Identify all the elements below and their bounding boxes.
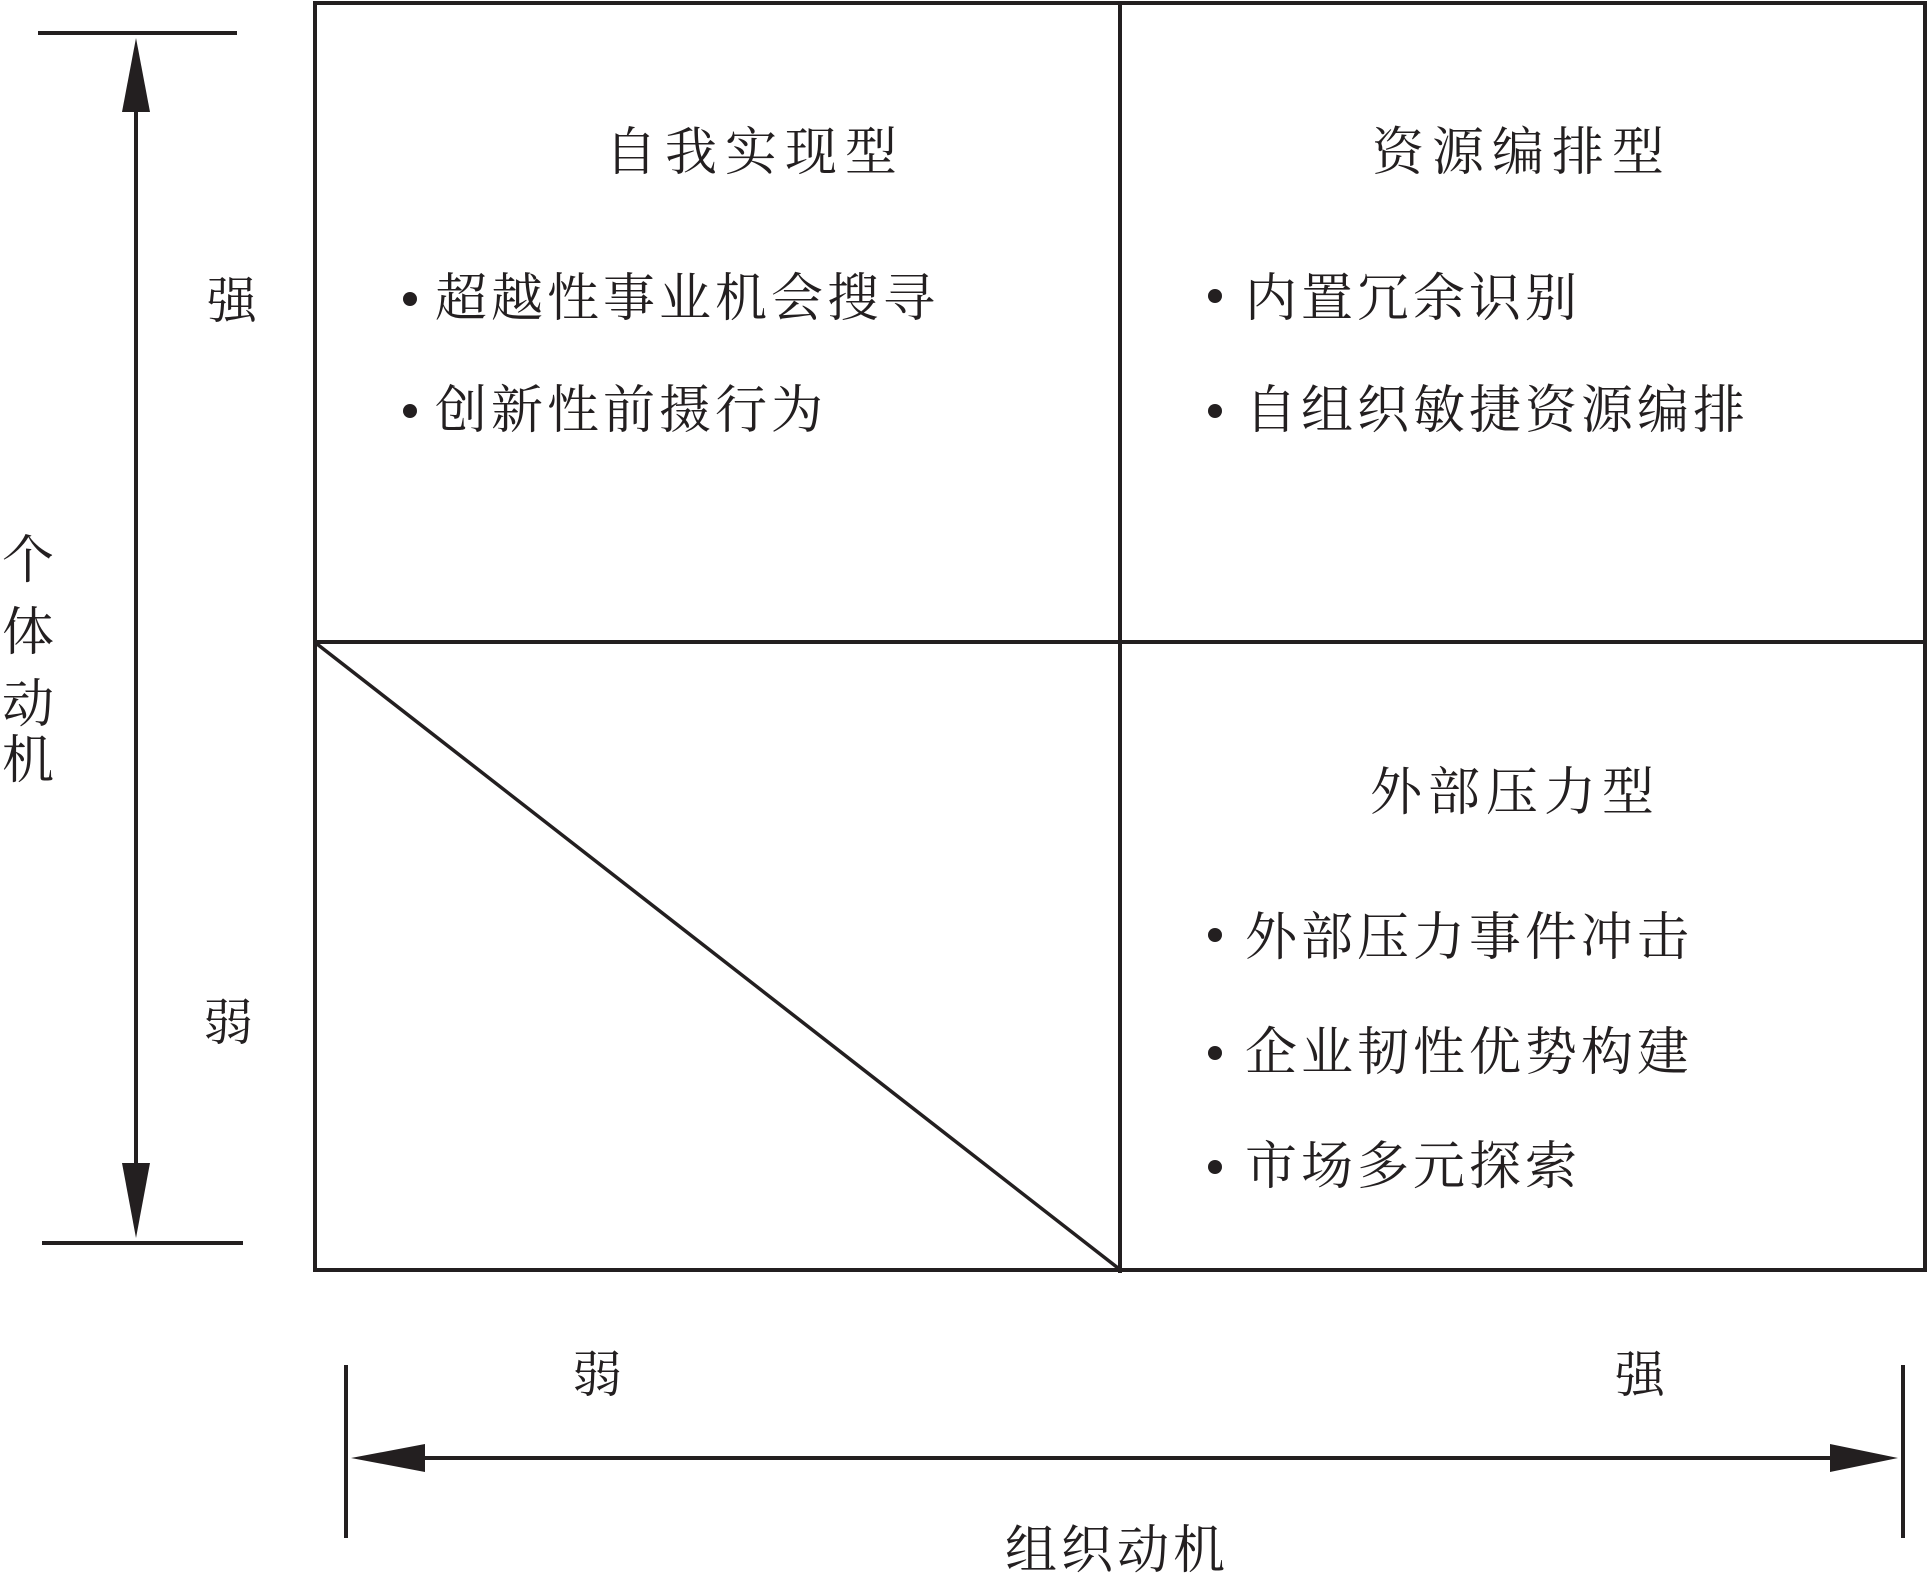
quadrant-title: 资源编排型 [1371,123,1673,183]
vertical-weak-label: 弱 [203,994,253,1052]
vertical-axis-label-char: 机 [1,731,55,791]
bullet-dot [1208,928,1222,942]
bullet-dot [1208,289,1222,303]
quadrant-top-left [403,123,939,441]
vertical-strong-label: 强 [207,272,257,330]
bullet-dot [1208,404,1222,418]
horizontal-strong-label: 强 [1615,1346,1665,1404]
bullet-dot [403,404,417,418]
list-item: 企业韧性优势构建 [1245,1023,1694,1083]
vertical-axis-arrow-up [122,38,150,112]
list-item: 内置冗余识别 [1245,269,1582,329]
quadrant-title: 自我实现型 [604,123,906,183]
vertical-axis-label [2,531,54,791]
vertical-axis-label-char: 动 [1,675,55,735]
horizontal-weak-label: 弱 [572,1346,622,1404]
bullet-dot [1208,1046,1222,1060]
quadrant-top-right [1208,123,1749,441]
quadrant-bottom-right [1208,763,1693,1197]
list-item: 超越性事业机会搜寻 [435,269,940,329]
horizontal-axis-label: 组织动机 [1004,1521,1230,1576]
list-item: 自组织敏捷资源编排 [1245,381,1750,441]
horizontal-axis-arrow-left [351,1444,425,1472]
list-item: 市场多元探索 [1245,1137,1582,1197]
list-item: 创新性前摄行为 [435,381,828,441]
bullet-dot [1208,1160,1222,1174]
list-item: 外部压力事件冲击 [1245,908,1694,968]
vertical-axis-label-char: 体 [1,603,55,663]
horizontal-axis-arrow-right [1830,1444,1898,1472]
vertical-axis-label-char: 个 [1,531,55,591]
bullet-dot [403,292,417,306]
bottom-left-empty-diagonal [317,644,1118,1268]
vertical-axis-arrow-down [122,1163,150,1238]
quadrant-title: 外部压力型 [1369,763,1661,823]
